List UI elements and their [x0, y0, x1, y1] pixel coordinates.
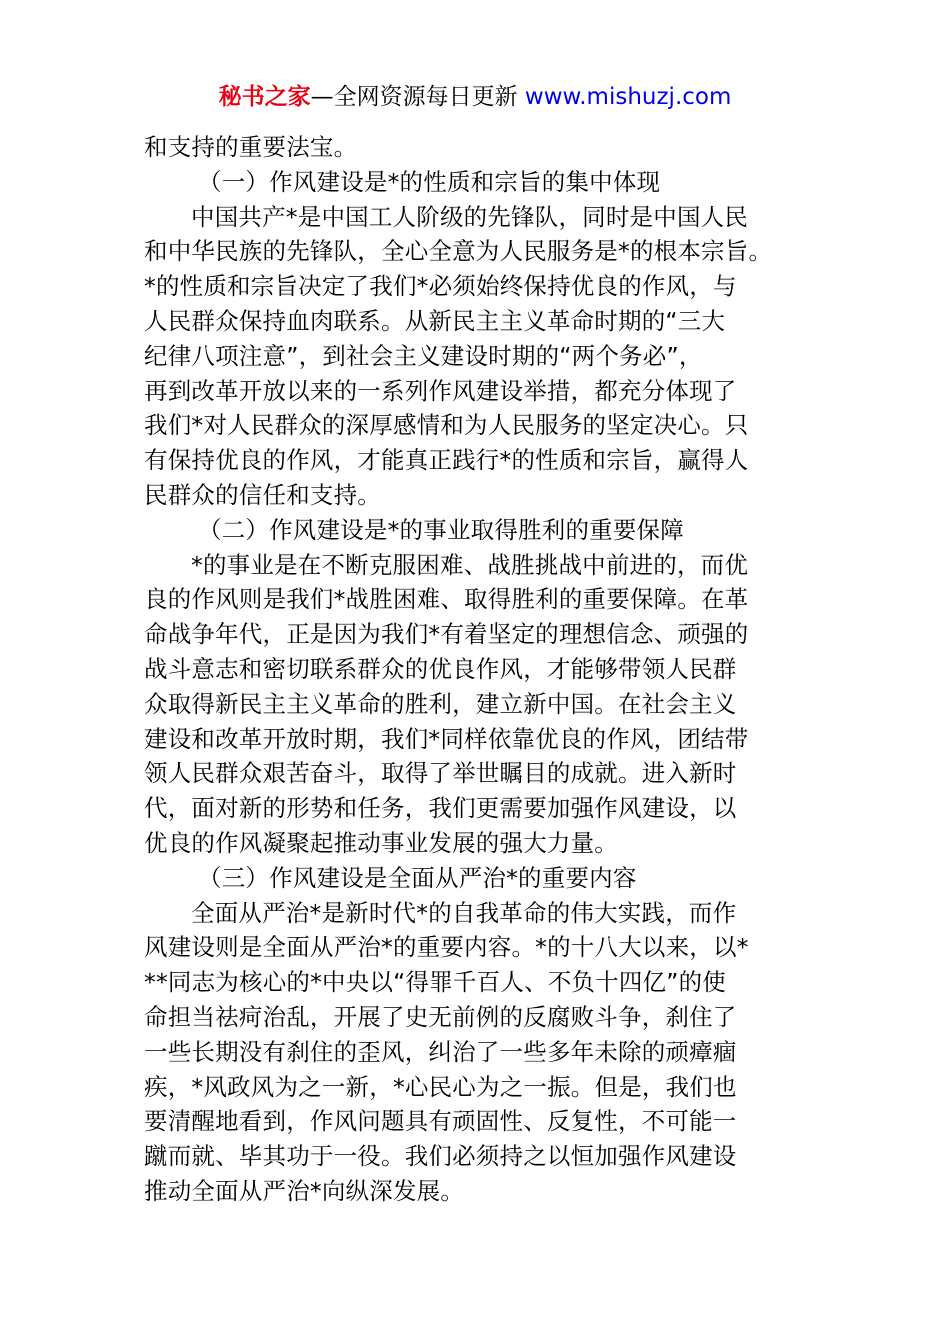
paragraph-line: 优良的作风凝聚起推动事业发展的强大力量。 — [144, 828, 618, 857]
paragraph-line: 命战争年代，正是因为我们*有着坚定的理想信念、顽强的 — [144, 620, 749, 649]
paragraph-line: *的事业是在不断克服困难、战胜挑战中前进的，而优 — [191, 550, 749, 579]
paragraph-line: 众取得新民主主义革命的胜利，建立新中国。在社会主义 — [144, 689, 737, 718]
paragraph-line: 纪律八项注意”，到社会主义建设时期的“两个务必”， — [144, 341, 703, 370]
paragraph-line: 有保持优良的作风，才能真正践行*的性质和宗旨，赢得人 — [144, 446, 749, 475]
paragraph-line: 一些长期没有刹住的歪风，纠治了一些多年未除的顽瘴痼 — [144, 1037, 737, 1066]
paragraph-line: 推动全面从严治*向纵深发展。 — [144, 1176, 465, 1205]
site-url-link[interactable]: www.mishuzj.com — [524, 84, 732, 110]
paragraph-line: 全面从严治*是新时代*的自我革命的伟大实践，而作 — [191, 898, 737, 927]
paragraph-line: 蹴而就、毕其功于一役。我们必须持之以恒加强作风建设 — [144, 1142, 737, 1171]
paragraph-line: 战斗意志和密切联系群众的优良作风，才能够带领人民群 — [144, 654, 737, 683]
document-body — [144, 130, 812, 1209]
section-heading: （一）作风建设是*的性质和宗旨的集中体现 — [198, 167, 661, 196]
paragraph-line: 再到改革开放以来的一系列作风建设举措，都充分体现了 — [144, 376, 737, 405]
paragraph-line: 领人民群众艰苦奋斗，取得了举世瞩目的成就。进入新时 — [144, 759, 737, 788]
paragraph-line: **同志为核心的*中央以“得罪千百人、不负十四亿”的使 — [144, 968, 726, 997]
paragraph-line: 疾，*风政风为之一新，*心民心为之一振。但是，我们也 — [144, 1072, 737, 1101]
paragraph-line: 人民群众保持血肉联系。从新民主主义革命时期的“三大 — [144, 306, 726, 335]
paragraph-line: 和支持的重要法宝。 — [144, 133, 358, 161]
paragraph-line: 民群众的信任和支持。 — [144, 480, 381, 509]
paragraph-line: 中国共产*是中国工人阶级的先锋队，同时是中国人民 — [191, 202, 749, 231]
paragraph-line: 风建设则是全面从严治*的重要内容。*的十八大以来，以* — [144, 933, 749, 962]
paragraph-line: 代，面对新的形势和任务，我们更需要加强作风建设，以 — [144, 794, 737, 823]
paragraph-line: *的性质和宗旨决定了我们*必须始终保持优良的作风，与 — [144, 272, 737, 301]
paragraph-line: 建设和改革开放时期，我们*同样依靠优良的作风，团结带 — [144, 724, 749, 753]
paragraph-line: 和中华民族的先锋队，全心全意为人民服务是*的根本宗旨。 — [144, 237, 773, 266]
site-brand: 秘书之家 — [218, 84, 311, 110]
paragraph-line: 我们*对人民群众的深厚感情和为人民服务的坚定决心。只 — [144, 411, 749, 440]
section-heading: （二）作风建设是*的事业取得胜利的重要保障 — [198, 515, 684, 544]
site-header — [0, 80, 950, 114]
site-tagline: —全网资源每日更新 — [310, 84, 525, 110]
paragraph-line: 要清醒地看到，作风问题具有顽固性、反复性，不可能一 — [144, 1107, 737, 1136]
section-heading: （三）作风建设是全面从严治*的重要内容 — [198, 863, 637, 892]
paragraph-line: 命担当祛疴治乱，开展了史无前例的反腐败斗争，刹住了 — [144, 1002, 737, 1031]
paragraph-line: 良的作风则是我们*战胜困难、取得胜利的重要保障。在革 — [144, 585, 749, 614]
